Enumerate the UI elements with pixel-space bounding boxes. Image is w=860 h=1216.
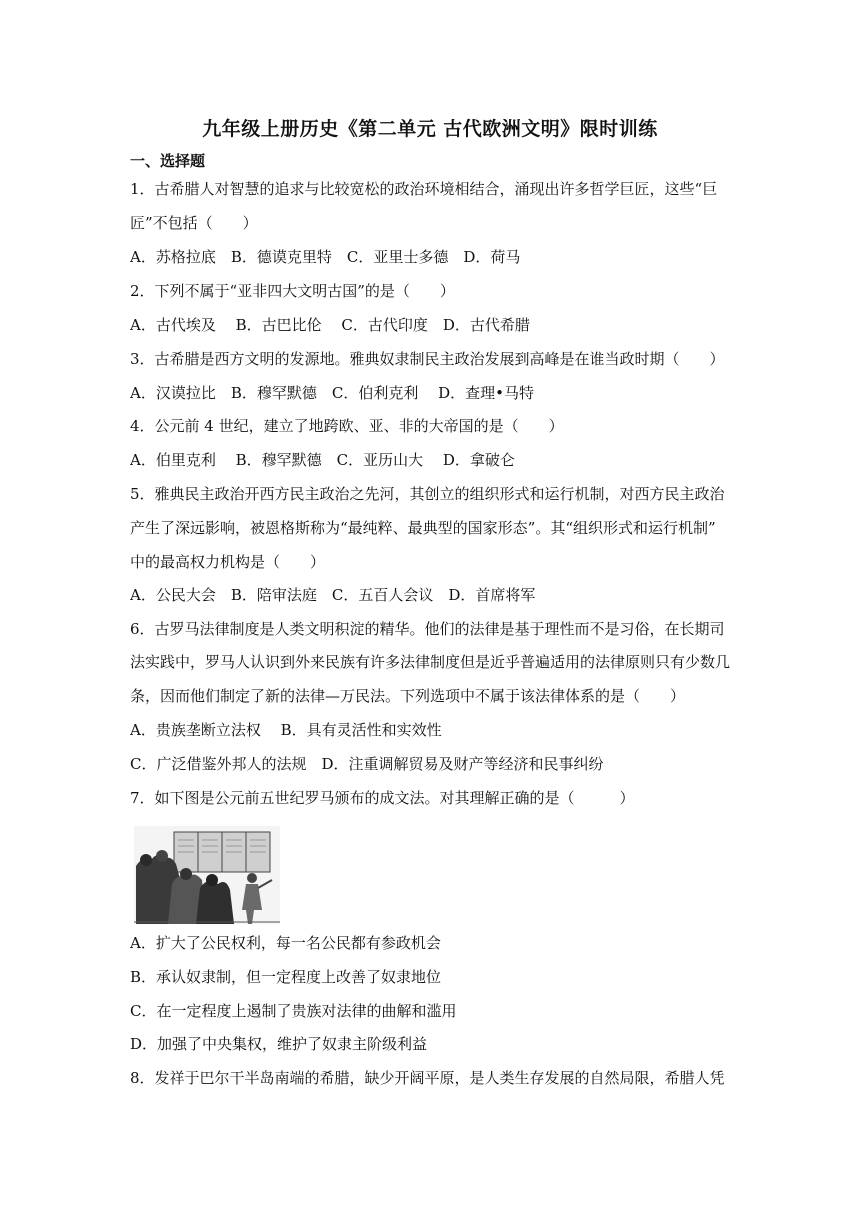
question-7-line-1: 7．如下图是公元前五世纪罗马颁布的成文法。对其理解正确的是（ ） — [130, 789, 635, 807]
question-5-options: A．公民大会 B．陪审法庭 C．五百人会议 D．首席将军 — [130, 586, 536, 604]
question-4-line-1: 4．公元前 4 世纪，建立了地跨欧、亚、非的大帝国的是（ ） — [130, 417, 564, 435]
question-6-line-1: 6．古罗马法律制度是人类文明积淀的精华。他们的法律是基于理性而不是习俗，在长期司 — [130, 620, 725, 638]
question-1-line-1: 1．古希腊人对智慧的追求与比较宽松的政治环境相结合，涌现出许多哲学巨匠，这些“巨 — [130, 180, 718, 198]
question-6-options-cd: C．广泛借鉴外邦人的法规 D．注重调解贸易及财产等经济和民事纠纷 — [130, 755, 604, 773]
section-heading: 一、选择题 — [130, 152, 206, 170]
question-8-line-1: 8．发祥于巴尔干半岛南端的希腊，缺少开阔平原，是人类生存发展的自然局限，希腊人凭 — [130, 1069, 725, 1087]
page-title: 九年级上册历史《第二单元 古代欧洲文明》限时训练 — [202, 118, 658, 140]
question-6-line-3: 条，因而他们制定了新的法律—万民法。下列选项中不属于该法律体系的是（ ） — [130, 687, 686, 705]
question-3-options: A．汉谟拉比 B．穆罕默德 C．伯利克利 D．查理•马特 — [130, 384, 534, 402]
question-7-option-a: A．扩大了公民权利，每一名公民都有参政机会 — [130, 934, 441, 952]
question-6-line-2: 法实践中，罗马人认识到外来民族有许多法律制度但是近乎普遍适用的法律原则只有少数几 — [130, 653, 731, 671]
question-7-option-b: B．承认奴隶制，但一定程度上改善了奴隶地位 — [130, 968, 442, 986]
question-2-options: A．古代埃及 B．古巴比伦 C．古代印度 D．古代希腊 — [130, 316, 530, 334]
question-1-line-2: 匠”不包括（ ） — [130, 214, 258, 232]
question-5-line-3: 中的最高权力机构是（ ） — [130, 553, 326, 571]
question-7-option-d: D．加强了中央集权，维护了奴隶主阶级利益 — [130, 1035, 428, 1053]
question-7-option-c: C．在一定程度上遏制了贵族对法律的曲解和滥用 — [130, 1002, 457, 1020]
question-4-options: A．伯里克利 B．穆罕默德 C．亚历山大 D．拿破仑 — [130, 451, 515, 469]
question-1-options: A．苏格拉底 B．德谟克里特 C．亚里士多德 D．荷马 — [130, 248, 521, 266]
question-6-options-ab: A．贵族垄断立法权 B．具有灵活性和实效性 — [130, 721, 442, 739]
question-5-line-1: 5．雅典民主政治开西方民主政治之先河，其创立的组织形式和运行机制，对西方民主政治 — [130, 485, 725, 503]
question-5-line-2: 产生了深远影响，被恩格斯称为“最纯粹、最典型的国家形态”。其“组织形式和运行机制” — [130, 519, 716, 537]
question-3-line-1: 3．古希腊是西方文明的发源地。雅典奴隶制民主政治发展到高峰是在谁当政时期（ ） — [130, 350, 725, 368]
question-2-line-1: 2．下列不属于“亚非四大文明古国”的是（ ） — [130, 282, 455, 300]
roman-law-illustration — [134, 826, 280, 924]
